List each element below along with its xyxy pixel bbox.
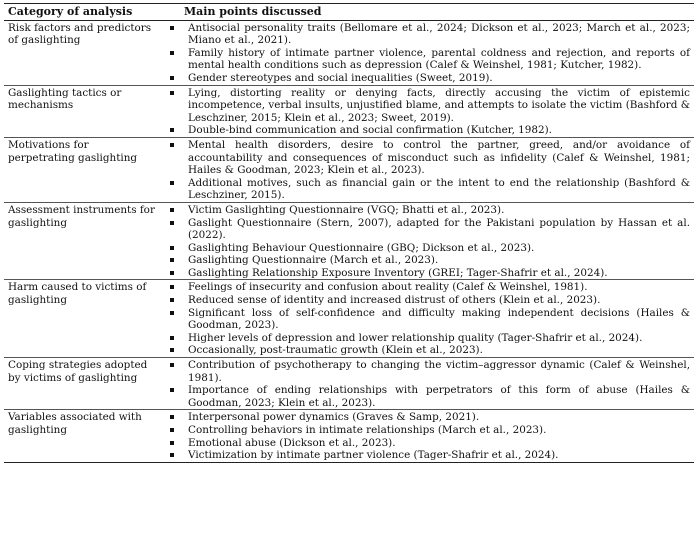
list-item [164, 124, 690, 137]
analysis-table [4, 3, 694, 463]
square-bullet-icon [170, 363, 174, 367]
category-cell: Assessment instruments for gaslighting [4, 202, 160, 280]
square-bullet-icon [170, 91, 174, 95]
table-body [4, 20, 694, 462]
point-text: Gaslight Questionnaire (Stern, 2007), adapted for the Pakistani population by Hassan et al. (2022). [188, 216, 690, 242]
square-bullet-icon [170, 388, 174, 392]
point-text: Significant loss of self-confidence and difficulty making independent decisions (Hailes & Goodman, 2023). [188, 306, 690, 332]
point-text: Mental health disorders, desire to control the partner, greed, and/or avoidance of accountability and consequences of misconduct such as infidelity (Calef & Weinshel, 1981; Hailes & Goodman, 2023; Klein et al., 2023). [188, 138, 690, 177]
point-text: Additional motives, such as financial gain or the intent to end the relationship (Bashford & Leschziner, 2015). [188, 176, 690, 202]
list-item [164, 359, 690, 384]
square-bullet-icon [170, 26, 174, 30]
square-bullet-icon [170, 428, 174, 432]
list-item [164, 437, 690, 450]
list-item [164, 204, 690, 217]
square-bullet-icon [170, 221, 174, 225]
category-cell: Gaslighting tactics or mechanisms [4, 85, 160, 137]
square-bullet-icon [170, 208, 174, 212]
table-row [4, 20, 694, 85]
list-item [164, 242, 690, 255]
point-text: Lying, distorting reality or denying facts, directly accusing the victim of epistemic incompetence, verbal insults, unjustified blame, and attempts to isolate the victim (Bashford & Leschziner, 2015; Klein et al., 2023; Sweet, 2019). [188, 86, 690, 124]
points-cell [160, 20, 694, 85]
point-text: Contribution of psychotherapy to changing the victim–aggressor dynamic (Calef & Weinshel, 1981). [188, 359, 690, 384]
points-list [164, 359, 690, 409]
point-text: Importance of ending relationships with perpetrators of this form of abuse (Hailes & Goodman, 2023; Klein et al., 2023). [188, 384, 690, 409]
square-bullet-icon [170, 246, 174, 250]
list-item [164, 87, 690, 125]
list-item [164, 47, 690, 72]
points-list [164, 87, 690, 137]
square-bullet-icon [170, 181, 174, 185]
list-item [164, 307, 690, 332]
table-row [4, 280, 694, 358]
point-text: Emotional abuse (Dickson et al., 2023). [188, 436, 396, 449]
list-item [164, 139, 690, 177]
points-cell [160, 280, 694, 358]
category-cell: Coping strategies adopted by victims of gaslighting [4, 358, 160, 410]
point-text: Family history of intimate partner violence, parental coldness and rejection, and reports of mental health conditions such as depression (Calef & Weinshel, 1981; Kutcher, 1982). [188, 46, 690, 72]
point-text: Feelings of insecurity and confusion about reality (Calef & Weinshel, 1981). [188, 281, 588, 294]
category-cell: Motivations for perpetrating gaslighting [4, 137, 160, 202]
square-bullet-icon [170, 336, 174, 340]
point-text: Occasionally, post-traumatic growth (Klein et al., 2023). [188, 344, 483, 357]
points-cell [160, 85, 694, 137]
points-list [164, 281, 690, 357]
list-item [164, 267, 690, 280]
square-bullet-icon [170, 285, 174, 289]
point-text: Interpersonal power dynamics (Graves & Samp, 2021). [188, 411, 480, 424]
square-bullet-icon [170, 311, 174, 315]
points-cell [160, 202, 694, 280]
point-text: Reduced sense of identity and increased distrust of others (Klein et al., 2023). [188, 294, 601, 307]
square-bullet-icon [170, 348, 174, 352]
list-item [164, 254, 690, 267]
points-cell [160, 358, 694, 410]
square-bullet-icon [170, 271, 174, 275]
category-cell: Risk factors and predictors of gaslighting [4, 20, 160, 85]
square-bullet-icon [170, 128, 174, 132]
square-bullet-icon [170, 76, 174, 80]
point-text: Gaslighting Questionnaire (March et al., 2023). [188, 254, 439, 267]
list-item [164, 332, 690, 345]
category-cell: Variables associated with gaslighting [4, 410, 160, 462]
list-item [164, 281, 690, 294]
list-item [164, 22, 690, 47]
square-bullet-icon [170, 415, 174, 419]
point-text: Gaslighting Behaviour Questionnaire (GBQ; Dickson et al., 2023). [188, 241, 535, 254]
list-item [164, 411, 690, 424]
header-points: Main points discussed [160, 4, 694, 21]
square-bullet-icon [170, 258, 174, 262]
list-item [164, 72, 690, 85]
point-text: Controlling behaviors in intimate relationships (March et al., 2023). [188, 424, 547, 436]
header-row [4, 4, 694, 21]
square-bullet-icon [170, 298, 174, 302]
points-list [164, 204, 690, 280]
list-item [164, 294, 690, 307]
point-text: Victimization by intimate partner violence (Tager-Shafrir et al., 2024). [188, 449, 559, 462]
table-header [4, 4, 694, 21]
points-list [164, 411, 690, 461]
list-item [164, 424, 690, 437]
point-text: Gaslighting Relationship Exposure Inventory (GREI; Tager-Shafrir et al., 2024). [188, 266, 608, 279]
square-bullet-icon [170, 441, 174, 445]
table-row [4, 137, 694, 202]
list-item [164, 344, 690, 357]
square-bullet-icon [170, 453, 174, 457]
point-text: Antisocial personality traits (Bellomare et al., 2024; Dickson et al., 2023; March et al., 2023; Miano et al., 2021). [188, 21, 690, 47]
points-list [164, 22, 690, 85]
points-cell [160, 137, 694, 202]
points-list [164, 139, 690, 202]
square-bullet-icon [170, 143, 174, 147]
header-category: Category of analysis [4, 4, 160, 21]
category-cell: Harm caused to victims of gaslighting [4, 280, 160, 358]
table-row [4, 358, 694, 410]
square-bullet-icon [170, 51, 174, 55]
list-item [164, 384, 690, 409]
table-row [4, 85, 694, 137]
points-cell [160, 410, 694, 462]
point-text: Victim Gaslighting Questionnaire (VGQ; Bhatti et al., 2023). [188, 203, 505, 216]
point-text: Higher levels of depression and lower relationship quality (Tager-Shafrir et al., 2024). [188, 331, 643, 344]
point-text: Double-bind communication and social confirmation (Kutcher, 1982). [188, 124, 552, 137]
list-item [164, 217, 690, 242]
table-row [4, 202, 694, 280]
point-text: Gender stereotypes and social inequalities (Sweet, 2019). [188, 71, 493, 84]
table-row [4, 410, 694, 462]
list-item [164, 449, 690, 462]
list-item [164, 177, 690, 202]
